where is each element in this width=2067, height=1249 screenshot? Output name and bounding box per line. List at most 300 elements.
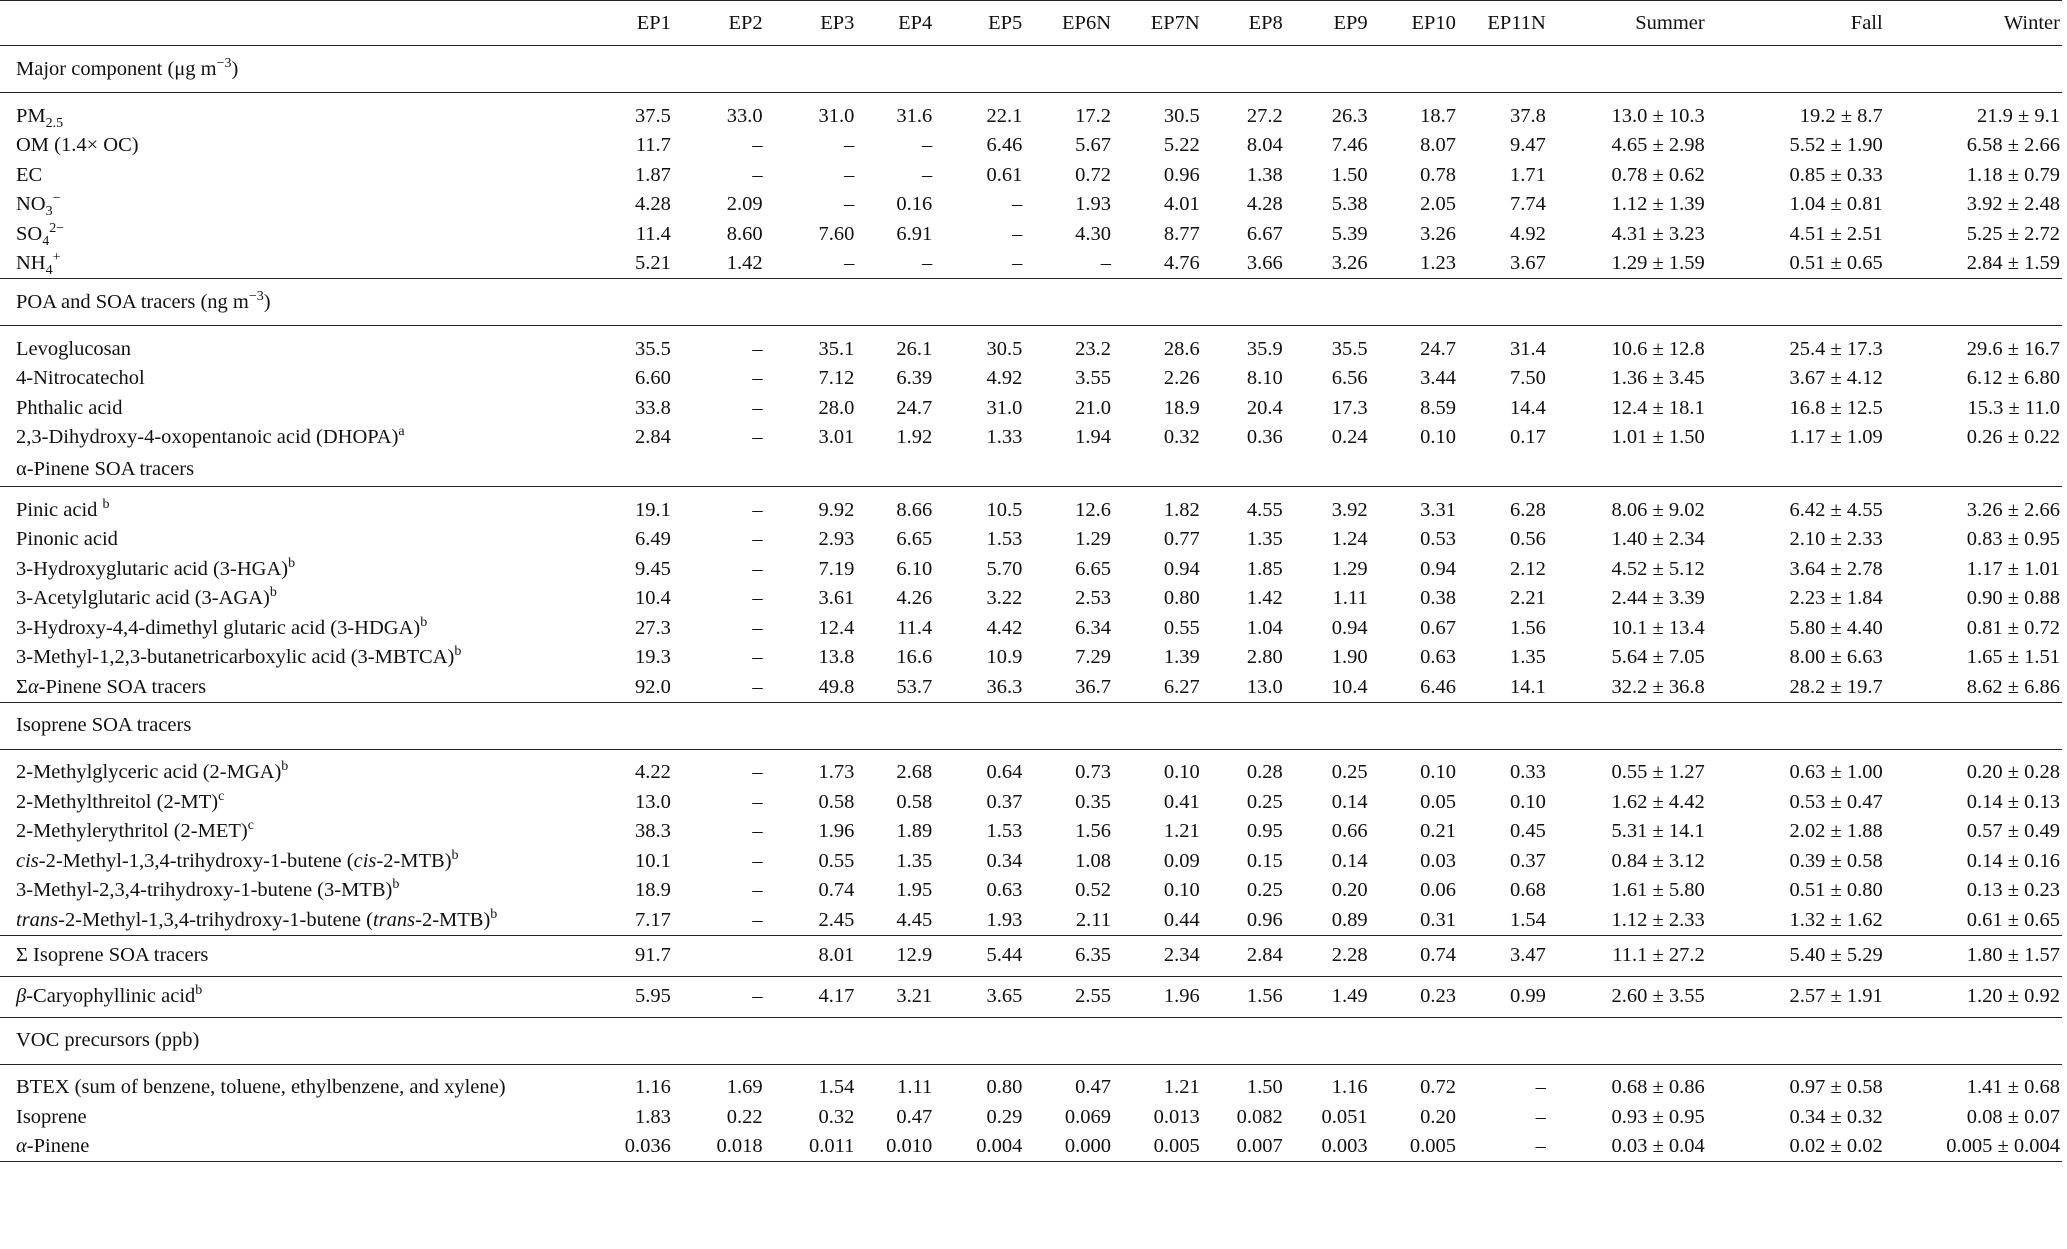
value-cell: 3.26 — [1420, 222, 1456, 245]
value-cell: 5.39 — [1331, 222, 1368, 245]
value-cell: 0.03 — [1420, 849, 1456, 872]
value-cell: 24.7 — [1420, 337, 1456, 360]
value-cell: 6.27 — [1113, 672, 1202, 702]
value-cell: 3.47 — [1458, 935, 1548, 976]
value-cell: – — [752, 498, 763, 521]
value-cell: 0.34 ± 0.32 — [1789, 1105, 1883, 1128]
value-cell: – — [752, 761, 763, 783]
value-cell: 0.17 — [1509, 426, 1546, 448]
value-cell: 0.21 — [1420, 820, 1456, 842]
value-cell: 6.10 — [896, 557, 933, 580]
value-cell: 0.55 ± 1.27 — [1611, 761, 1705, 783]
value-cell: 0.72 — [1075, 163, 1111, 186]
row-label: $PM_{2.5}$ — [16, 104, 64, 131]
value-cell: – — [922, 134, 933, 156]
value-cell: 92.0 — [595, 672, 673, 702]
header-cell-fall: Fall — [1707, 1, 1885, 46]
value-cell: 0.51 ± 0.80 — [1789, 879, 1883, 901]
value-cell: 0.28 — [1246, 761, 1283, 783]
value-cell: 30.5 — [986, 337, 1023, 360]
value-cell: 16.6 — [896, 646, 933, 668]
value-cell: 18.9 — [1163, 396, 1200, 419]
value-cell: 0.005 — [1370, 1132, 1458, 1162]
value-cell: 0.32 — [818, 1105, 855, 1128]
value-cell: 9.45 — [635, 557, 671, 580]
value-cell: 8.60 — [726, 222, 763, 245]
value-cell: 0.68 ± 0.86 — [1611, 1076, 1705, 1098]
row-label: OM (1.4× OC) — [16, 134, 139, 156]
value-cell: 0.02 ± 0.02 — [1707, 1132, 1885, 1162]
table-row — [0, 249, 2062, 279]
value-cell: 0.58 — [818, 790, 855, 813]
value-cell: 3.67 — [1458, 249, 1548, 279]
value-cell: 0.14 ± 0.13 — [1966, 790, 2060, 813]
row-label: $NO_3^-$ — [16, 191, 61, 220]
row-label: 3-Hydroxyglutaric acid $(3-HGA)^b$ — [16, 555, 296, 580]
value-cell: 4.51 ± 2.51 — [1789, 222, 1883, 245]
row-label: 2-Methylglyceric acid $(2-MGA)^b$ — [16, 759, 289, 783]
value-cell: 1.53 — [986, 528, 1023, 550]
value-cell: 0.38 — [1420, 587, 1456, 609]
subsection-row — [0, 452, 2062, 487]
value-cell: 28.0 — [818, 396, 855, 419]
table-row — [0, 643, 2062, 673]
row-label: Σ Isoprene SOA tracers — [0, 935, 595, 976]
header-row — [0, 1, 2062, 46]
value-cell: 1.93 — [1075, 193, 1111, 215]
value-cell: 0.39 ± 0.58 — [1789, 849, 1883, 872]
value-cell: 31.0 — [986, 396, 1023, 419]
value-cell: 1.54 — [818, 1076, 855, 1098]
value-cell: 0.77 — [1163, 528, 1200, 550]
value-cell: 36.3 — [934, 672, 1024, 702]
value-cell: 1.85 — [1246, 557, 1283, 580]
value-cell: 0.84 ± 3.12 — [1611, 849, 1705, 872]
value-cell: 30.5 — [1163, 104, 1200, 127]
value-cell: 8.10 — [1246, 367, 1283, 389]
value-cell: – — [934, 249, 1024, 279]
value-cell: 0.05 — [1420, 790, 1456, 813]
value-cell: 5.21 — [595, 249, 673, 279]
row-label: Isoprene — [16, 1105, 87, 1128]
value-cell: 35.5 — [635, 337, 671, 360]
value-cell: 6.60 — [635, 367, 671, 389]
value-cell: 3.31 — [1420, 498, 1456, 521]
value-cell: 2.34 — [1113, 935, 1202, 976]
value-cell: 0.68 — [1509, 879, 1546, 901]
value-cell: 0.74 — [818, 879, 855, 901]
table-row — [0, 817, 2062, 847]
table-row — [0, 487, 2062, 525]
value-cell: 3.67 ± 4.12 — [1789, 367, 1883, 389]
value-cell: – — [752, 367, 763, 389]
value-cell: 25.4 ± 17.3 — [1789, 337, 1883, 360]
value-cell: 1.49 — [1285, 976, 1370, 1017]
value-cell: 5.38 — [1331, 193, 1368, 215]
value-cell: 4.31 ± 3.23 — [1611, 222, 1705, 245]
value-cell: 3.26 ± 2.66 — [1966, 498, 2060, 521]
row-label: 4-Nitrocatechol — [16, 367, 145, 389]
value-cell: 1.87 — [635, 163, 671, 186]
value-cell: 9.47 — [1509, 134, 1546, 156]
table-row — [0, 672, 2062, 702]
value-cell: 4.28 — [635, 193, 671, 215]
header-cell-ep9: EP9 — [1285, 1, 1370, 46]
value-cell: 0.85 ± 0.33 — [1789, 163, 1883, 186]
value-cell: 2.26 — [1163, 367, 1200, 389]
value-cell: 2.10 ± 2.33 — [1789, 528, 1883, 550]
value-cell: 3.92 ± 2.48 — [1966, 193, 2060, 215]
value-cell: 6.42 ± 4.55 — [1789, 498, 1883, 521]
value-cell: 1.40 ± 2.34 — [1611, 528, 1705, 550]
value-cell: 0.004 — [934, 1132, 1024, 1162]
value-cell: 0.25 — [1331, 761, 1368, 783]
value-cell: 14.4 — [1509, 396, 1546, 419]
value-cell: 0.63 — [986, 879, 1023, 901]
value-cell: 0.78 — [1420, 163, 1456, 186]
value-cell: 0.94 — [1163, 557, 1200, 580]
value-cell: 0.10 — [1163, 879, 1200, 901]
value-cell: 2.21 — [1509, 587, 1546, 609]
value-cell: 0.55 — [818, 849, 855, 872]
value-cell: 12.9 — [856, 935, 934, 976]
value-cell: 2.84 — [1202, 935, 1285, 976]
row-label: Phthalic acid — [16, 396, 123, 419]
table-row — [0, 613, 2062, 643]
table-row — [0, 1064, 2062, 1102]
value-cell: 0.83 ± 0.95 — [1966, 528, 2060, 550]
value-cell: 0.51 ± 0.65 — [1707, 249, 1885, 279]
table-row — [0, 525, 2062, 555]
value-cell: 4.92 — [1509, 222, 1546, 245]
row-label: BTEX (sum of benzene, toluene, ethylbenzene, and xylene) — [16, 1076, 506, 1098]
value-cell: 0.082 — [1236, 1105, 1283, 1128]
table-row — [0, 749, 2062, 787]
row-label: 2,3-Dihydroxy-4-oxopentanoic acid (DHOPA)$^a$ — [16, 424, 405, 448]
header-cell-ep5: EP5 — [934, 1, 1024, 46]
value-cell: 11.4 — [897, 616, 933, 639]
value-cell: 7.74 — [1509, 193, 1546, 215]
table-row — [0, 1132, 2062, 1162]
value-cell: – — [844, 134, 855, 156]
value-cell: – — [752, 646, 763, 668]
value-cell: 1.29 — [1331, 557, 1368, 580]
value-cell: 37.5 — [635, 104, 671, 127]
value-cell: 35.5 — [1331, 337, 1368, 360]
value-cell: 1.80 ± 1.57 — [1885, 935, 2062, 976]
value-cell: 2.68 — [896, 761, 933, 783]
value-cell: 0.000 — [1024, 1132, 1113, 1162]
value-cell: 1.94 — [1075, 426, 1111, 448]
value-cell: 2.05 — [1420, 193, 1456, 215]
value-cell: 0.036 — [595, 1132, 673, 1162]
value-cell: 21.9 ± 9.1 — [1976, 104, 2060, 127]
value-cell: 1.96 — [1113, 976, 1202, 1017]
value-cell: 0.64 — [986, 761, 1023, 783]
value-cell: 13.8 — [818, 646, 855, 668]
table-row — [0, 219, 2062, 249]
value-cell: – — [752, 337, 763, 360]
value-cell: 1.20 ± 0.92 — [1885, 976, 2062, 1017]
value-cell: – — [1458, 1132, 1548, 1162]
value-cell: – — [922, 163, 933, 186]
value-cell — [673, 935, 765, 976]
value-cell: 2.09 — [726, 193, 763, 215]
value-cell: – — [752, 790, 763, 813]
row-label: β-Caryophyllinic acid$^b$ — [0, 976, 595, 1017]
table-row — [0, 160, 2062, 190]
value-cell: 4.92 — [986, 367, 1023, 389]
value-cell: 1.89 — [896, 820, 933, 842]
value-cell: 5.25 ± 2.72 — [1966, 222, 2060, 245]
value-cell: 0.56 — [1509, 528, 1546, 550]
table-row — [0, 935, 2062, 976]
value-cell: – — [752, 134, 763, 156]
value-cell: 0.10 — [1420, 426, 1456, 448]
value-cell: 1.50 — [1331, 163, 1368, 186]
value-cell: 1.01 ± 1.50 — [1611, 426, 1705, 448]
value-cell: 8.00 ± 6.63 — [1789, 646, 1883, 668]
row-label: EC — [16, 163, 43, 186]
value-cell: 3.55 — [1075, 367, 1111, 389]
value-cell: 4.76 — [1113, 249, 1202, 279]
value-cell: 6.49 — [635, 528, 671, 550]
value-cell: 0.09 — [1163, 849, 1200, 872]
value-cell: 0.53 ± 0.47 — [1789, 790, 1883, 813]
value-cell: 2.60 ± 3.55 — [1548, 976, 1707, 1017]
value-cell: 6.12 ± 6.80 — [1966, 367, 2060, 389]
value-cell: – — [752, 163, 763, 186]
value-cell: 5.95 — [595, 976, 673, 1017]
value-cell: 5.80 ± 4.40 — [1789, 616, 1883, 639]
value-cell: 6.39 — [896, 367, 933, 389]
value-cell: 1.18 ± 0.79 — [1966, 163, 2060, 186]
value-cell: 2.28 — [1285, 935, 1370, 976]
value-cell: 31.6 — [896, 104, 933, 127]
value-cell: 8.62 ± 6.86 — [1885, 672, 2062, 702]
value-cell: 1.39 — [1163, 646, 1200, 668]
value-cell: 1.82 — [1163, 498, 1200, 521]
value-cell: 6.28 — [1509, 498, 1546, 521]
value-cell: 21.0 — [1075, 396, 1111, 419]
value-cell: 31.4 — [1509, 337, 1546, 360]
value-cell: 1.16 — [635, 1076, 671, 1098]
value-cell: 0.24 — [1331, 426, 1368, 448]
value-cell: 0.44 — [1113, 905, 1202, 935]
value-cell: 0.20 — [1331, 879, 1368, 901]
value-cell: – — [752, 616, 763, 639]
row-label: 3-Methyl-1,2,3-butanetricarboxylic acid (3-MBTCA)$^b$ — [16, 644, 462, 668]
value-cell: 0.52 — [1075, 879, 1111, 901]
value-cell: – — [1012, 222, 1023, 245]
value-cell: 5.70 — [986, 557, 1023, 580]
value-cell: 0.10 — [1163, 761, 1200, 783]
value-cell: – — [752, 879, 763, 901]
value-cell: 0.26 ± 0.22 — [1966, 426, 2060, 448]
value-cell: 53.7 — [856, 672, 934, 702]
value-cell: 1.17 ± 1.01 — [1966, 557, 2060, 580]
row-label: 3-Methyl-2,3,4-trihydroxy-1-butene $(3-MTB)^b$ — [16, 877, 400, 901]
value-cell: 3.22 — [986, 587, 1023, 609]
value-cell: 35.1 — [818, 337, 855, 360]
value-cell: 0.73 — [1075, 761, 1111, 783]
value-cell: 4.22 — [635, 761, 671, 783]
value-cell: 1.65 ± 1.51 — [1966, 646, 2060, 668]
value-cell: 0.41 — [1163, 790, 1200, 813]
value-cell: 15.3 ± 11.0 — [1967, 396, 2060, 419]
value-cell: 7.12 — [818, 367, 855, 389]
value-cell: 5.52 ± 1.90 — [1789, 134, 1883, 156]
value-cell: 31.0 — [818, 104, 855, 127]
table-row — [0, 905, 2062, 935]
value-cell: 3.01 — [818, 426, 855, 448]
value-cell: 16.8 ± 12.5 — [1789, 396, 1883, 419]
value-cell: 37.8 — [1509, 104, 1546, 127]
value-cell: 8.04 — [1246, 134, 1283, 156]
table-body — [0, 46, 2062, 1162]
value-cell: 22.1 — [986, 104, 1023, 127]
value-cell: 0.25 — [1246, 790, 1283, 813]
section-title: Major component (μg $m^{-3}$) — [0, 46, 2062, 93]
value-cell: 18.9 — [635, 879, 671, 901]
value-cell: 35.9 — [1246, 337, 1283, 360]
value-cell: – — [752, 396, 763, 419]
value-cell: 10.4 — [635, 587, 671, 609]
value-cell: 27.2 — [1246, 104, 1283, 127]
value-cell: 28.2 ± 19.7 — [1707, 672, 1885, 702]
value-cell: 91.7 — [595, 935, 673, 976]
row-label: Pinonic acid — [16, 528, 118, 550]
value-cell: 1.50 — [1246, 1076, 1283, 1098]
section-header-tracers — [0, 279, 2062, 326]
value-cell: 0.14 ± 0.16 — [1966, 849, 2060, 872]
row-label: 2-Methylerythritol $(2-MET)^c$ — [16, 818, 254, 842]
row-label: cis-2-Methyl-1,3,4-trihydroxy-1-butene $(cis-2-MTB)^b$ — [16, 847, 459, 872]
value-cell: 0.10 — [1509, 790, 1546, 813]
value-cell: 2.02 ± 1.88 — [1789, 820, 1883, 842]
value-cell: 0.14 — [1331, 849, 1368, 872]
value-cell: – — [844, 163, 855, 186]
row-label: α-Pinene — [0, 1132, 595, 1162]
value-cell: 5.31 ± 14.1 — [1611, 820, 1705, 842]
value-cell: 1.83 — [635, 1105, 671, 1128]
value-cell: 6.65 — [1075, 557, 1111, 580]
value-cell: 0.06 — [1420, 879, 1456, 901]
section-header-major — [0, 46, 2062, 93]
value-cell: 6.91 — [896, 222, 933, 245]
value-cell: 0.22 — [726, 1105, 763, 1128]
row-label: 3-Hydroxy-4,4-dimethyl glutaric acid (3-HDGA)$^b$ — [16, 614, 428, 639]
table-row — [0, 326, 2062, 364]
value-cell: 1.29 — [1075, 528, 1111, 550]
value-cell: 3.26 — [1285, 249, 1370, 279]
value-cell: 1.08 — [1075, 849, 1111, 872]
value-cell: 1.62 ± 4.42 — [1611, 790, 1705, 813]
value-cell: 6.35 — [1024, 935, 1113, 976]
table-row — [0, 131, 2062, 161]
header-cell-ep2: EP2 — [673, 1, 765, 46]
value-cell: 4.26 — [896, 587, 933, 609]
value-cell: 0.93 ± 0.95 — [1611, 1105, 1705, 1128]
value-cell: 7.50 — [1509, 367, 1546, 389]
value-cell: 1.16 — [1331, 1076, 1368, 1098]
value-cell: – — [752, 426, 763, 448]
value-cell: 0.37 — [1509, 849, 1546, 872]
row-label: trans-2-Methyl-1,3,4-trihydroxy-1-butene (trans-2-MTB)$^b$ — [0, 905, 595, 935]
value-cell: – — [752, 820, 763, 842]
table-row — [0, 364, 2062, 394]
value-cell: – — [752, 849, 763, 872]
header-cell-ep8: EP8 — [1202, 1, 1285, 46]
header-cell-ep1: EP1 — [595, 1, 673, 46]
value-cell: 7.29 — [1075, 646, 1111, 668]
table-row — [0, 584, 2062, 614]
value-cell: 1.96 — [818, 820, 855, 842]
value-cell: 0.78 ± 0.62 — [1611, 163, 1705, 186]
value-cell: 0.61 — [986, 163, 1023, 186]
value-cell: 0.53 — [1420, 528, 1456, 550]
value-cell: 1.04 — [1246, 616, 1283, 639]
value-cell: 3.64 ± 2.78 — [1789, 557, 1883, 580]
value-cell: 4.30 — [1075, 222, 1111, 245]
value-cell: 8.59 — [1420, 396, 1456, 419]
value-cell: 1.17 ± 1.09 — [1789, 426, 1883, 448]
value-cell: 17.2 — [1075, 104, 1111, 127]
row-label: 3-Acetylglutaric acid $(3-AGA)^b$ — [16, 585, 277, 609]
value-cell: 0.72 — [1420, 1076, 1456, 1098]
value-cell: 4.01 — [1163, 193, 1200, 215]
value-cell: 0.35 — [1075, 790, 1111, 813]
value-cell: 0.45 — [1509, 820, 1546, 842]
value-cell: 1.12 ± 2.33 — [1548, 905, 1707, 935]
value-cell: – — [1535, 1105, 1546, 1128]
value-cell: 0.66 — [1331, 820, 1368, 842]
value-cell: 0.23 — [1370, 976, 1458, 1017]
value-cell: 2.57 ± 1.91 — [1707, 976, 1885, 1017]
value-cell: 1.61 ± 5.80 — [1611, 879, 1705, 901]
value-cell: 3.65 — [934, 976, 1024, 1017]
value-cell: 19.2 ± 8.7 — [1799, 104, 1883, 127]
value-cell: 2.80 — [1246, 646, 1283, 668]
table-row — [0, 976, 2062, 1017]
value-cell: 33.8 — [635, 396, 671, 419]
value-cell: 7.19 — [818, 557, 855, 580]
value-cell: 0.013 — [1153, 1105, 1200, 1128]
value-cell: 6.56 — [1331, 367, 1368, 389]
value-cell: 1.73 — [818, 761, 855, 783]
value-cell: 4.65 ± 2.98 — [1611, 134, 1705, 156]
value-cell: – — [856, 249, 934, 279]
value-cell: 6.46 — [1370, 672, 1458, 702]
row-label: Σα-Pinene SOA tracers — [0, 672, 595, 702]
value-cell: 1.35 — [1246, 528, 1283, 550]
value-cell: 11.4 — [635, 222, 671, 245]
value-cell: – — [752, 587, 763, 609]
value-cell: 0.95 — [1246, 820, 1283, 842]
value-cell: 1.53 — [986, 820, 1023, 842]
value-cell: 4.42 — [986, 616, 1023, 639]
value-cell: 1.54 — [1458, 905, 1548, 935]
value-cell: 17.3 — [1331, 396, 1368, 419]
value-cell: 4.45 — [856, 905, 934, 935]
value-cell: 6.67 — [1246, 222, 1283, 245]
section-title: Isoprene SOA tracers — [0, 702, 2062, 749]
header-cell-winter: Winter — [1885, 1, 2062, 46]
value-cell: 0.33 — [1509, 761, 1546, 783]
value-cell: 3.21 — [856, 976, 934, 1017]
value-cell: 0.34 — [986, 849, 1023, 872]
table-row — [0, 554, 2062, 584]
